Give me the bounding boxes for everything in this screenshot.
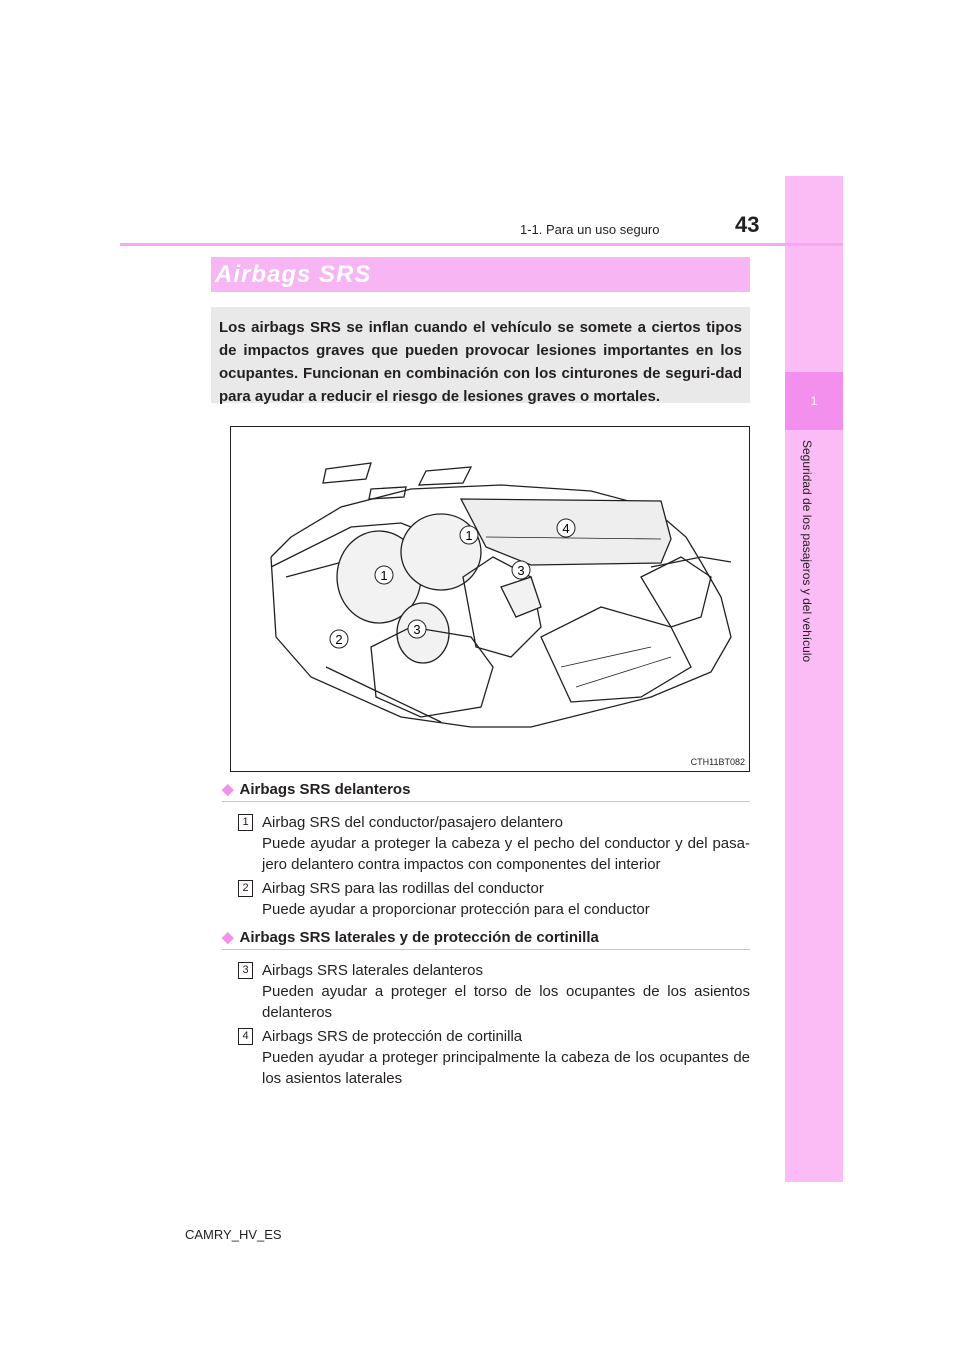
svg-text:2: 2 xyxy=(335,632,343,647)
item-description: Puede ayudar a proteger la cabeza y el pecho del conductor y del pasa-jero delantero contra impactos con componentes del interior xyxy=(262,835,750,873)
list-item xyxy=(238,960,750,1023)
item-number: 1 xyxy=(238,814,253,831)
list-item xyxy=(238,1026,750,1089)
item-description: Pueden ayudar a proteger principalmente la cabeza de los ocupantes de los asientos laterales xyxy=(262,1049,750,1087)
header-rule xyxy=(120,243,843,246)
rear-mirror xyxy=(369,487,406,499)
item-title: Airbag SRS para las rodillas del conductor xyxy=(262,880,544,897)
subsection-heading-text: Airbags SRS laterales y de protección de cortinilla xyxy=(239,929,599,946)
callout-1-passenger xyxy=(460,526,478,544)
intro-text: Los airbags SRS se inflan cuando el vehículo se somete a ciertos tipos de impactos graves que pueden provocar lesiones importantes en los ocupantes. Funcionan en combinación con los cinturones de seguri-dad para ayudar a reducir el riesgo de lesiones graves o mortales. xyxy=(219,319,742,405)
item-title: Airbags SRS laterales delanteros xyxy=(262,962,483,979)
subsection-heading-text: Airbags SRS delanteros xyxy=(239,781,411,798)
subsection-heading xyxy=(222,780,410,798)
item-number: 4 xyxy=(238,1028,253,1045)
list-item xyxy=(238,878,750,920)
figure-code: CTH11BT082 xyxy=(690,757,745,767)
title-bar xyxy=(211,257,750,292)
page-number: 43 xyxy=(735,212,760,237)
item-number: 2 xyxy=(238,880,253,897)
svg-text:4: 4 xyxy=(562,521,570,536)
svg-text:3: 3 xyxy=(517,563,525,578)
item-title: Airbags SRS de protección de cortinilla xyxy=(262,1028,523,1045)
sun-visor xyxy=(419,467,471,485)
side-tab-label: Seguridad de los pasajeros y del vehículo xyxy=(800,440,814,663)
side-tab-number: 1 xyxy=(785,372,843,430)
callout-3-side xyxy=(512,561,530,579)
intro-box xyxy=(211,307,750,403)
sun-visor xyxy=(323,463,371,483)
item-description: Puede ayudar a proporcionar protección para el conductor xyxy=(262,901,650,918)
callout-4-curtain xyxy=(557,519,575,537)
list-item xyxy=(238,812,750,875)
diamond-icon: ◆ xyxy=(222,781,234,798)
seat-side-airbag xyxy=(501,577,541,617)
callout-2-knee xyxy=(330,630,348,648)
subsection-rule xyxy=(222,949,750,950)
subsection-rule xyxy=(222,801,750,802)
item-number: 3 xyxy=(238,962,253,979)
diamond-icon: ◆ xyxy=(222,929,234,946)
item-description: Pueden ayudar a proteger el torso de los ocupantes de los asientos delanteros xyxy=(262,983,750,1021)
side-tab-label-wrap xyxy=(796,440,832,700)
page-title: Airbags SRS xyxy=(215,261,372,288)
section-title: 1-1. Para un uso seguro xyxy=(520,222,660,237)
callout-1-driver xyxy=(375,566,393,584)
passenger-airbag xyxy=(401,514,481,590)
item-title: Airbag SRS del conductor/pasajero delantero xyxy=(262,814,564,831)
svg-text:3: 3 xyxy=(413,622,421,637)
svg-text:1: 1 xyxy=(380,568,388,583)
callout-3-front xyxy=(408,620,426,638)
footer-code: CAMRY_HV_ES xyxy=(185,1227,282,1242)
svg-text:1: 1 xyxy=(465,528,473,543)
airbag-figure xyxy=(230,426,750,772)
car-interior-illustration xyxy=(231,427,749,771)
subsection-heading xyxy=(222,928,599,946)
